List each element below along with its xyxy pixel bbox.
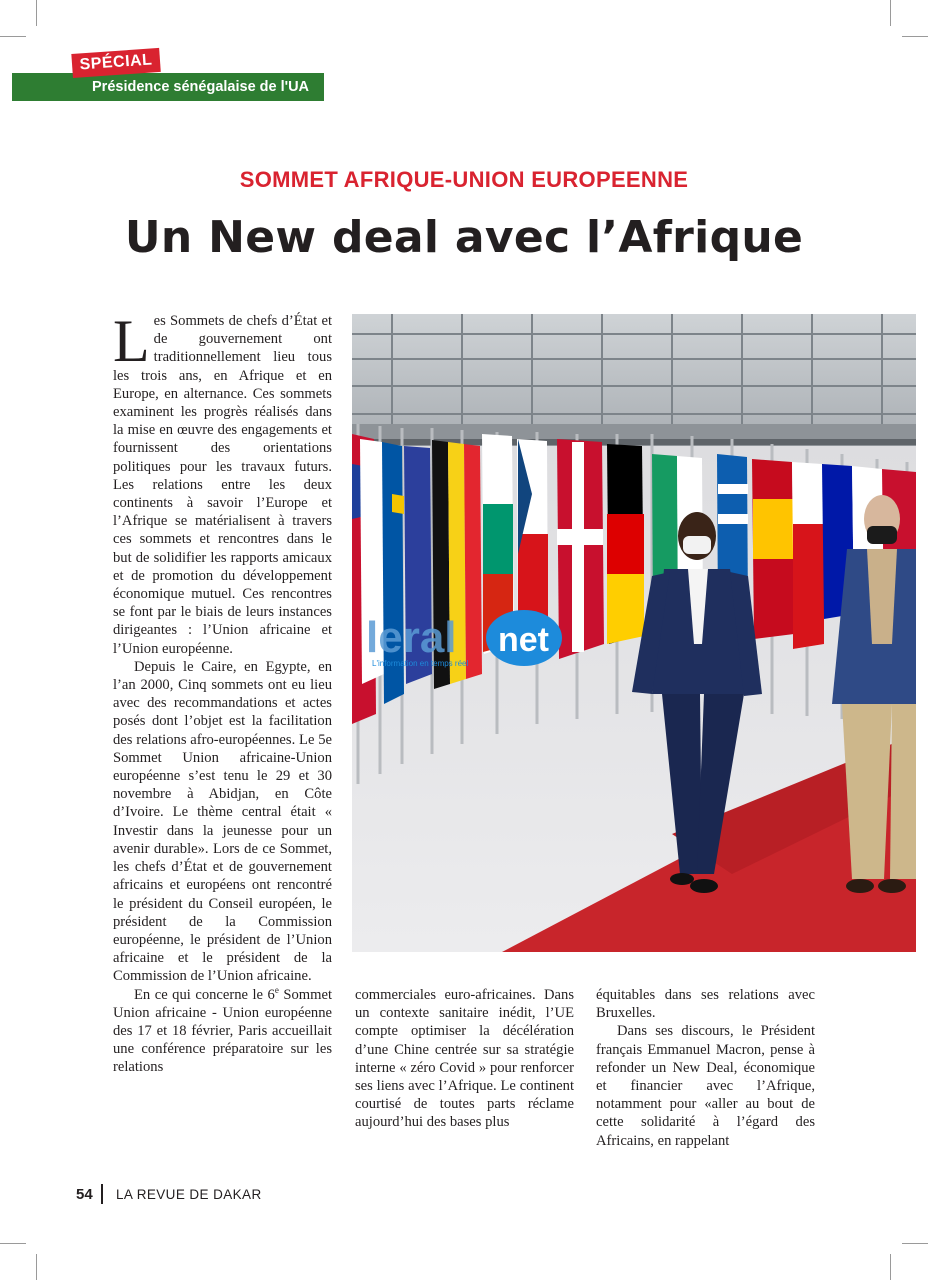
article-title: Un New deal avec l’Afrique bbox=[124, 212, 804, 263]
crop-mark bbox=[0, 36, 26, 37]
ordinal-superscript: e bbox=[274, 984, 279, 995]
paragraph-3-text-a: En ce qui concerne le 6 bbox=[134, 986, 275, 1003]
watermark-tagline: L'information en temps réel bbox=[372, 659, 469, 668]
drop-cap: L bbox=[113, 308, 150, 374]
crop-mark bbox=[902, 1243, 928, 1244]
article-column-2 bbox=[355, 986, 574, 1132]
magazine-name: LA REVUE DE DAKAR bbox=[116, 1187, 262, 1202]
paragraph-2: Depuis le Caire, en Egypte, en l’an 2000, Cinq sommets ont eu lieu avec des recommandations et actes posés dont l’objet est la facilitation des relations afro-européennes. Le 5e Sommet Union africaine-Union européenne s’est tenu le 29 et 30 novembre à Abidjan, en Côte d’Ivoire. Le thème central était « Investir dans la jeunesse pour un avenir durable». Lors de ce Sommet, les chefs d’État et de gouvernement africains et européens ont rencontré le président du Conseil européen, le président de la Commission européenne, le président de l’Union africaine et le président de la Commission de l’Union africaine. bbox=[113, 658, 332, 985]
article-kicker: SOMMET AFRIQUE-UNION EUROPEENNE bbox=[239, 167, 689, 192]
crop-mark bbox=[0, 1243, 26, 1244]
article-column-3 bbox=[596, 986, 815, 1150]
page-number: 54 bbox=[76, 1186, 93, 1203]
crop-mark bbox=[902, 36, 928, 37]
section-banner: Présidence sénégalaise de l'UA bbox=[12, 73, 324, 101]
paragraph-1-text: es Sommets de chefs d’État et de gouvernement ont traditionnellement lieu tous les trois ans, en Afrique et en Europe, en alternance. Ces sommets examinent les progrès réalisés dans la mise en œuvre des engagements et fournissent des orientations politiques pour les travaux futurs. Les relations entre les deux continents à savoir l’Europe et l’Afrique se matérialisent à travers ces sommets et rencontres dans le but de solidifier les rapports amicaux et de promotion du développement économique mutuel. Ces rencontres se font par le biais de leurs instances dirigeantes : l’Union africaine et l’Union européenne. bbox=[113, 313, 332, 657]
article-photo bbox=[352, 314, 916, 952]
special-badge: SPÉCIAL bbox=[71, 48, 160, 78]
paragraph-3 bbox=[113, 986, 332, 1077]
watermark-net: net bbox=[498, 621, 549, 659]
crop-mark bbox=[890, 1254, 891, 1280]
article-column-1 bbox=[113, 308, 332, 1077]
crop-mark bbox=[890, 0, 891, 26]
crop-mark bbox=[36, 1254, 37, 1280]
paragraph-6: Dans ses discours, le Président français Emmanuel Macron, pense à refonder un New Deal, économique et financier avec l’Afrique, notamment pour «aller au bout de cette solidarité à l’égard des Africains, en rappelant bbox=[596, 1023, 815, 1149]
paragraph-4: commerciales euro-africaines. Dans un contexte sanitaire inédit, l’UE compte optimiser la décélération d’une Chine centrée sur sa stratégie interne « zéro Covid » pour renforcer ses liens avec l’Afrique. Le continent courtisé de toutes parts réclame aujourd’hui des bases plus bbox=[355, 987, 574, 1131]
paragraph-1 bbox=[113, 308, 332, 658]
watermark-brand: leral bbox=[366, 613, 457, 662]
paragraph-3-text-b: Sommet Union africaine - Union européenne des 17 et 18 février, Paris accueillait une conférence préparatoire sur les relations bbox=[113, 986, 332, 1076]
footer-divider bbox=[101, 1184, 103, 1204]
paragraph-5: équitables dans ses relations avec Bruxelles. bbox=[596, 987, 815, 1022]
crop-mark bbox=[36, 0, 37, 26]
summit-photo-illustration bbox=[352, 314, 916, 952]
